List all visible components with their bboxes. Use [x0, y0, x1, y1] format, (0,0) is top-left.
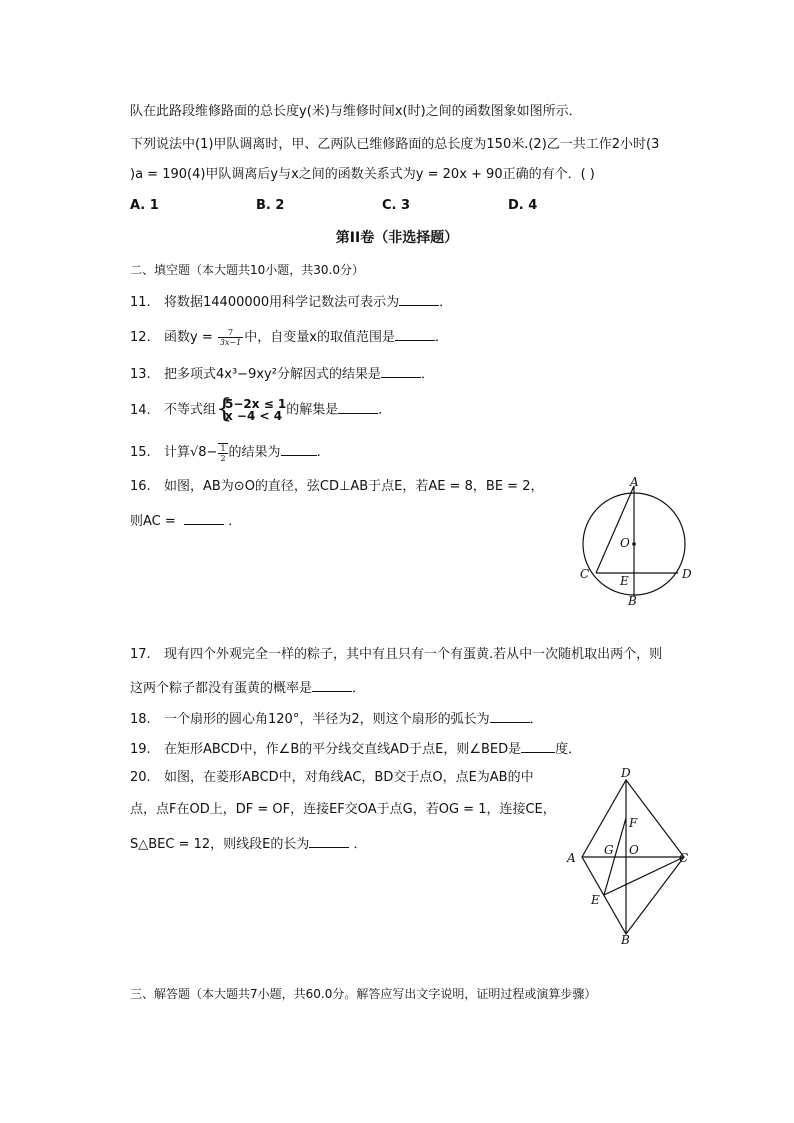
question-text: 则AC = — [130, 514, 176, 529]
question-text: 如图，在菱形ABCD中，对角线AC，BD交于点O，点E为AB的中 — [164, 770, 534, 785]
fraction — [218, 328, 243, 347]
label-b: B — [628, 594, 637, 608]
option-a: A. 1 — [130, 198, 159, 213]
question-text: S△BEC = 12，则线段E的长为 — [130, 837, 310, 852]
question-tail: ． — [378, 402, 392, 418]
question-number: 19. — [130, 742, 151, 757]
answer-blank[interactable] — [281, 441, 317, 456]
question-11 — [130, 291, 452, 312]
question-number: 15. — [130, 445, 151, 460]
volume-title: 第II卷（非选择题） — [335, 230, 459, 246]
question-text: 一个扇形的圆心角120°，半径为2，则这个扇形的弧长为 — [164, 712, 490, 727]
question-text: 函数y = — [164, 330, 217, 345]
answer-blank[interactable] — [521, 738, 555, 753]
question-tail: ． — [420, 367, 434, 382]
fraction-denominator: 3x−1 — [219, 338, 242, 347]
center-point — [632, 542, 636, 546]
question-tail: ． — [352, 681, 366, 696]
fraction-denominator: 2 — [220, 453, 226, 463]
question-text: 不等式组 — [164, 402, 217, 418]
question-text: 把多项式4x³−9xy²分解因式的结果是 — [164, 367, 381, 382]
question-number: 11. — [130, 295, 151, 310]
fraction-numerator: 1 — [220, 443, 226, 453]
question-tail: . — [316, 445, 321, 460]
inequality-row-2: x −4 < 4 — [225, 409, 283, 423]
option-b: B. 2 — [256, 198, 285, 213]
question-16-line-2 — [130, 510, 241, 531]
question-text: 在矩形ABCD中，作∠B的平分线交直线AD于点E，则∠BED是 — [164, 742, 522, 757]
label-a: A — [567, 851, 576, 865]
question-tail: ． — [439, 295, 453, 310]
label-c: C — [580, 567, 590, 581]
question-text-post: 中，自变量x的取值范围是 — [244, 330, 395, 345]
label-b: B — [621, 933, 630, 947]
label-e: E — [620, 574, 629, 588]
label-d: D — [621, 766, 631, 780]
question-number: 14. — [130, 402, 151, 418]
question-tail: ． — [228, 514, 242, 529]
label-e: E — [591, 893, 600, 907]
prev-question-line-3: )a = 190(4)甲队调离后y与x之间的函数关系式为y = 20x + 90正确的有个．( ) — [130, 167, 595, 182]
question-14 — [130, 394, 392, 424]
question-number: 20. — [130, 770, 151, 785]
label-c: C — [679, 851, 689, 865]
question-text: 如图，AB为⊙O的直径，弦CD⊥AB于点E，若AE = 8，BE = 2， — [164, 479, 544, 494]
question-tail: ． — [434, 330, 448, 345]
question-tail: 度． — [555, 742, 582, 757]
answer-blank[interactable] — [395, 326, 435, 341]
question-text: 计算√8− — [164, 445, 218, 460]
question-12 — [130, 326, 448, 347]
question-text: 这两个粽子都没有蛋黄的概率是 — [130, 681, 313, 696]
label-o: O — [629, 843, 639, 857]
question-15 — [130, 441, 321, 463]
answer-blank[interactable] — [312, 677, 352, 692]
label-f: F — [629, 816, 638, 830]
label-g: G — [604, 843, 614, 857]
fraction-numerator: 7 — [218, 328, 243, 338]
question-text-post: 的结果为 — [228, 445, 281, 460]
prev-question-line-1: 队在此路段维修路面的总长度y(米)与维修时间x(时)之间的函数图象如图所示． — [130, 104, 582, 119]
question-18 — [130, 708, 543, 729]
question-17-line-2 — [130, 677, 365, 698]
segment-ce — [604, 857, 684, 895]
answer-blank[interactable] — [184, 510, 224, 525]
question-20-line-2: 点，点F在OD上，DF = OF，连接EF交OA于点G，若OG = 1，连接CE， — [130, 802, 556, 817]
label-a: A — [630, 475, 639, 489]
question-tail: ． — [529, 712, 543, 727]
question-number: 12. — [130, 330, 151, 345]
question-16 — [130, 478, 543, 496]
figure-16-circle — [570, 474, 700, 614]
answer-blank[interactable] — [381, 363, 421, 378]
question-number: 16. — [130, 479, 151, 494]
question-17 — [130, 646, 662, 664]
segment-ac — [596, 486, 634, 573]
question-text: 现有四个外观完全一样的粽子，其中有且只有一个有蛋黄.若从中一次随机取出两个，则 — [164, 647, 663, 662]
answer-blank[interactable] — [399, 291, 439, 306]
question-text-post: 的解集是 — [286, 402, 339, 418]
label-d: D — [682, 567, 692, 581]
question-text: 将数据14400000用科学记数法可表示为 — [164, 295, 400, 310]
answer-blank[interactable] — [309, 833, 349, 848]
question-tail: ． — [353, 837, 367, 852]
question-number: 18. — [130, 712, 151, 727]
brace-icon: { — [216, 394, 233, 424]
question-19 — [130, 738, 581, 759]
section3-heading: 三、解答题（本大题共7小题，共60.0分。解答应写出文字说明，证明过程或演算步骤） — [130, 987, 597, 1001]
question-13 — [130, 363, 434, 384]
figure-20-rhombus — [560, 766, 700, 950]
fraction — [218, 443, 227, 463]
question-20 — [130, 769, 534, 787]
option-d: D. 4 — [508, 198, 538, 213]
option-c: C. 3 — [382, 198, 411, 213]
label-o: O — [620, 536, 630, 550]
question-20-line-3 — [130, 833, 367, 854]
answer-blank[interactable] — [338, 399, 378, 414]
prev-question-line-2: 下列说法中(1)甲队调离时，甲、乙两队已维修路面的总长度为150米.(2)乙一共工作2小时(3 — [130, 137, 660, 152]
section2-heading: 二、填空题（本大题共10小题，共30.0分） — [130, 263, 364, 277]
inequality-row-1: 5−2x ≤ 1 — [225, 397, 287, 411]
question-number: 17. — [130, 647, 151, 662]
question-number: 13. — [130, 367, 151, 382]
inequality-system — [216, 394, 287, 424]
answer-blank[interactable] — [490, 708, 530, 723]
